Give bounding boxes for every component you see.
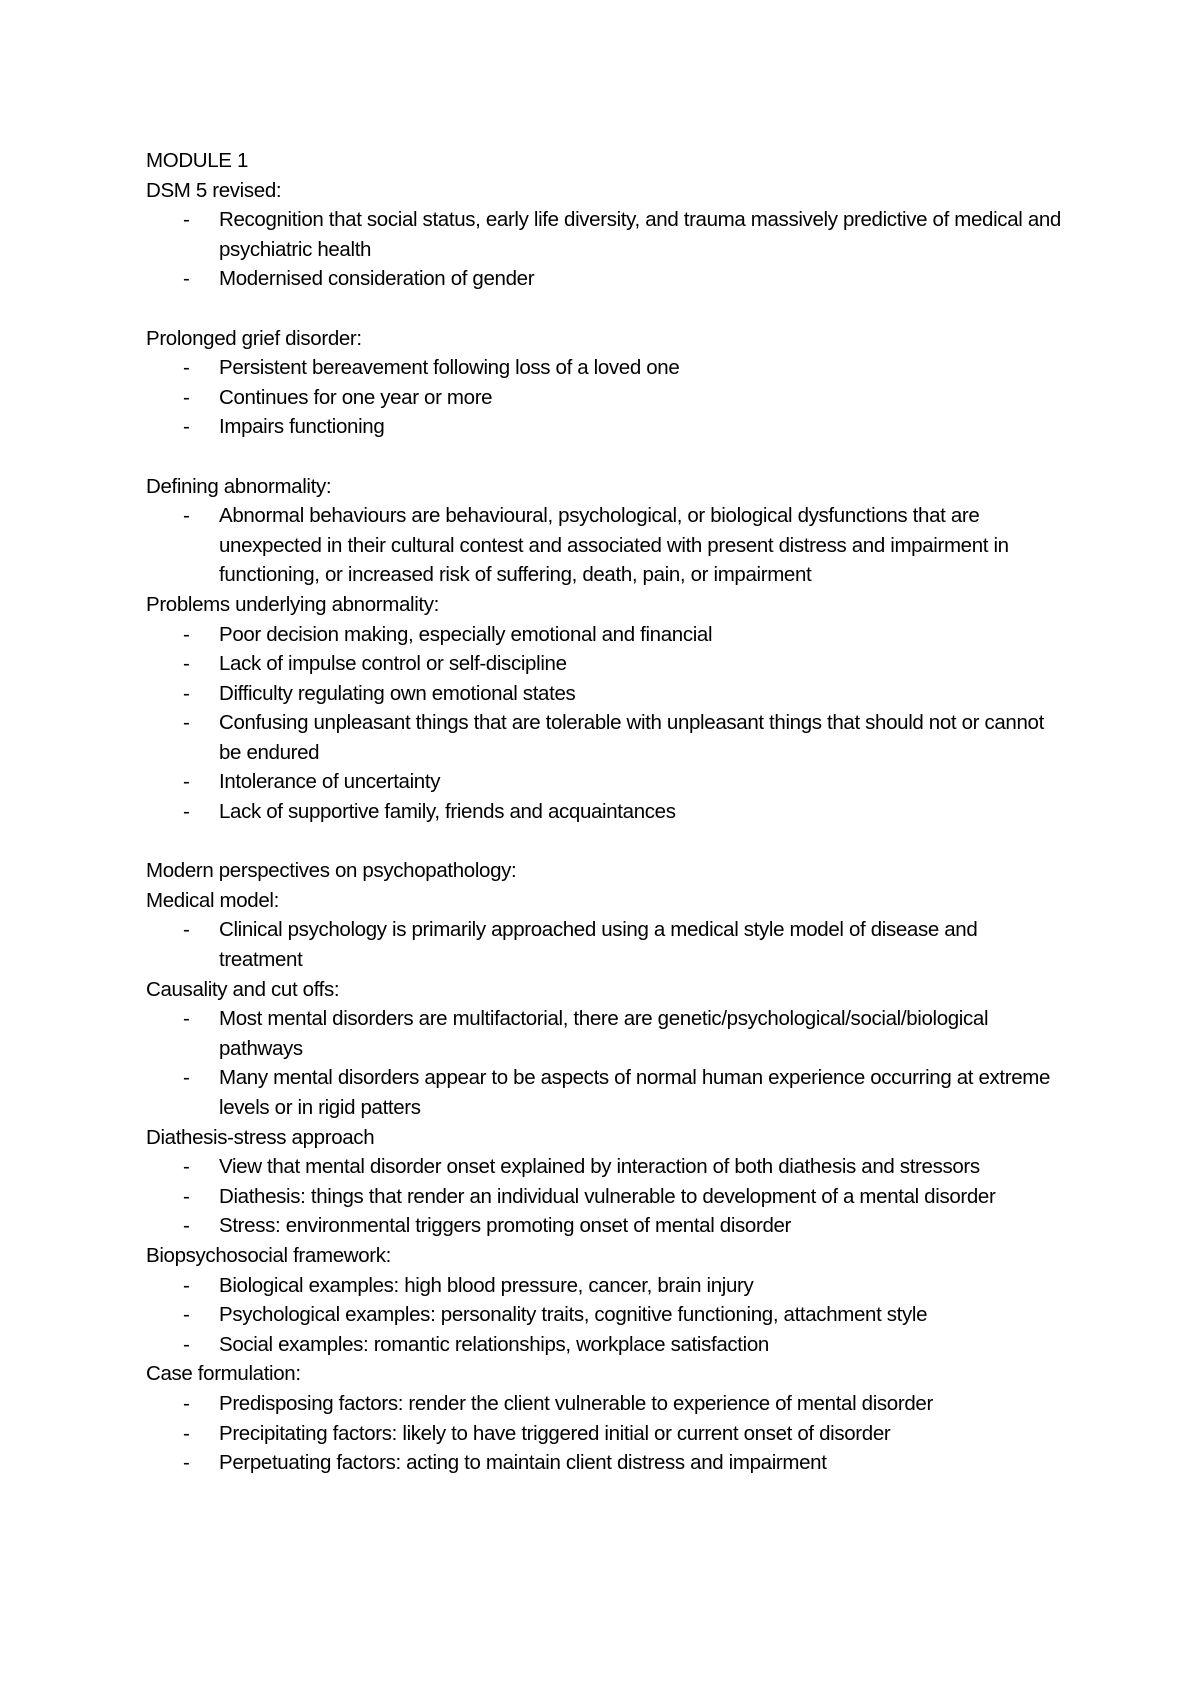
dash-marker: - [183, 1303, 190, 1327]
list-item-text: Lack of supportive family, friends and acquaintances [219, 800, 676, 824]
list-item-text: Social examples: romantic relationships, workplace satisfaction [219, 1332, 769, 1356]
module-title: MODULE 1 [146, 149, 249, 172]
dash-marker: - [183, 1155, 190, 1179]
section-heading-case-formulation: Case formulation: [146, 1362, 301, 1386]
list-item [146, 1063, 1066, 1122]
list-item-text: Stress: environmental triggers promoting onset of mental disorder [219, 1214, 792, 1238]
dash-marker: - [183, 918, 190, 942]
list-item [146, 1389, 1066, 1419]
list-item-text: Clinical psychology is primarily approached using a medical style model of disease and treatment [219, 918, 978, 972]
list-item [146, 1152, 1066, 1182]
bullet-list-defining-abnormality [146, 501, 1066, 590]
list-item [146, 353, 1066, 383]
list-item [146, 1004, 1066, 1063]
dash-marker: - [183, 208, 190, 232]
list-item [146, 383, 1066, 413]
dash-marker: - [183, 1007, 190, 1031]
list-item-text: Diathesis: things that render an individual vulnerable to development of a mental disorder [219, 1184, 996, 1208]
list-item-text: Most mental disorders are multifactorial, there are genetic/psychological/social/biological pathways [219, 1007, 989, 1060]
list-item-text: Continues for one year or more [219, 385, 493, 409]
bullet-list-medical-model [146, 915, 1066, 974]
dash-marker: - [183, 1066, 190, 1090]
dash-marker: - [183, 770, 190, 794]
bullet-list-problems-underlying [146, 620, 1066, 827]
list-item-text: Predisposing factors: render the client vulnerable to experience of mental disorder [219, 1391, 933, 1415]
list-item-text: Poor decision making, especially emotional and financial [219, 622, 713, 646]
dash-marker: - [183, 504, 190, 528]
bullet-list-prolonged-grief [146, 353, 1066, 442]
dash-marker: - [183, 652, 190, 676]
dash-marker: - [183, 1214, 190, 1238]
list-item [146, 1271, 1066, 1301]
bullet-list-dsm5 [146, 205, 1066, 294]
dash-marker: - [183, 385, 190, 409]
section-heading-prolonged-grief: Prolonged grief disorder: [146, 326, 362, 350]
section-heading-medical-model: Medical model: [146, 888, 279, 912]
list-item-text: Persistent bereavement following loss of a loved one [219, 356, 680, 380]
list-item [146, 797, 1066, 827]
dash-marker: - [183, 622, 190, 646]
dash-marker: - [183, 267, 190, 291]
list-item [146, 1182, 1066, 1212]
list-item-text: Perpetuating factors: acting to maintain client distress and impairment [219, 1451, 827, 1475]
list-item [146, 264, 1066, 294]
list-item [146, 649, 1066, 679]
list-item-text: Precipitating factors: likely to have triggered initial or current onset of disorder [219, 1421, 891, 1445]
section-heading-problems-underlying: Problems underlying abnormality: [146, 592, 440, 616]
list-item [146, 1448, 1066, 1478]
list-item-text: Abnormal behaviours are behavioural, psychological, or biological dysfunctions that are unexpected in their cultural contest and associated with present distress and impairment in functioning, or increased risk of suffering, death, pain, or impairment [219, 504, 1009, 587]
paragraph-gap [146, 827, 1066, 857]
list-item [146, 620, 1066, 650]
dash-marker: - [183, 1391, 190, 1415]
section-heading-defining-abnormality: Defining abnormality: [146, 474, 332, 498]
list-item-text: Psychological examples: personality traits, cognitive functioning, attachment style [219, 1303, 928, 1327]
list-item [146, 708, 1066, 767]
list-item [146, 915, 1066, 974]
list-item [146, 1211, 1066, 1241]
bullet-list-diathesis-stress [146, 1152, 1066, 1241]
section-heading-diathesis-stress: Diathesis-stress approach [146, 1125, 375, 1149]
dash-marker: - [183, 356, 190, 380]
dash-marker: - [183, 1273, 190, 1297]
list-item [146, 412, 1066, 442]
dash-marker: - [183, 1332, 190, 1356]
dash-marker: - [183, 711, 190, 735]
bullet-list-causality [146, 1004, 1066, 1122]
document-page [146, 146, 1066, 1478]
section-heading-biopsychosocial: Biopsychosocial framework: [146, 1243, 391, 1267]
list-item [146, 1300, 1066, 1330]
list-item [146, 205, 1066, 264]
section-heading-dsm5: DSM 5 revised: [146, 178, 282, 202]
list-item [146, 679, 1066, 709]
paragraph-gap [146, 442, 1066, 472]
list-item-text: Confusing unpleasant things that are tolerable with unpleasant things that should not or cannot be endured [219, 711, 1044, 764]
dash-marker: - [183, 1184, 190, 1208]
bullet-list-case-formulation [146, 1389, 1066, 1478]
list-item-text: Impairs functioning [219, 415, 385, 439]
paragraph-gap [146, 294, 1066, 324]
list-item [146, 767, 1066, 797]
list-item [146, 1419, 1066, 1449]
dash-marker: - [183, 681, 190, 705]
list-item-text: Many mental disorders appear to be aspects of normal human experience occurring at extreme levels or in rigid patters [219, 1066, 1051, 1119]
dash-marker: - [183, 415, 190, 439]
bullet-list-biopsychosocial [146, 1271, 1066, 1360]
section-heading-causality: Causality and cut offs: [146, 977, 340, 1001]
list-item-text: View that mental disorder onset explained by interaction of both diathesis and stressors [219, 1155, 980, 1179]
list-item-text: Recognition that social status, early life diversity, and trauma massively predictive of medical and psychiatric health [219, 208, 1061, 261]
list-item-text: Intolerance of uncertainty [219, 770, 441, 794]
list-item-text: Lack of impulse control or self-discipline [219, 652, 567, 676]
list-item [146, 1330, 1066, 1360]
list-item-text: Difficulty regulating own emotional states [219, 681, 576, 705]
dash-marker: - [183, 800, 190, 824]
dash-marker: - [183, 1421, 190, 1445]
list-item-text: Modernised consideration of gender [219, 267, 535, 291]
section-heading-modern-perspectives: Modern perspectives on psychopathology: [146, 859, 517, 883]
list-item [146, 501, 1066, 590]
list-item-text: Biological examples: high blood pressure, cancer, brain injury [219, 1273, 754, 1297]
dash-marker: - [183, 1451, 190, 1475]
